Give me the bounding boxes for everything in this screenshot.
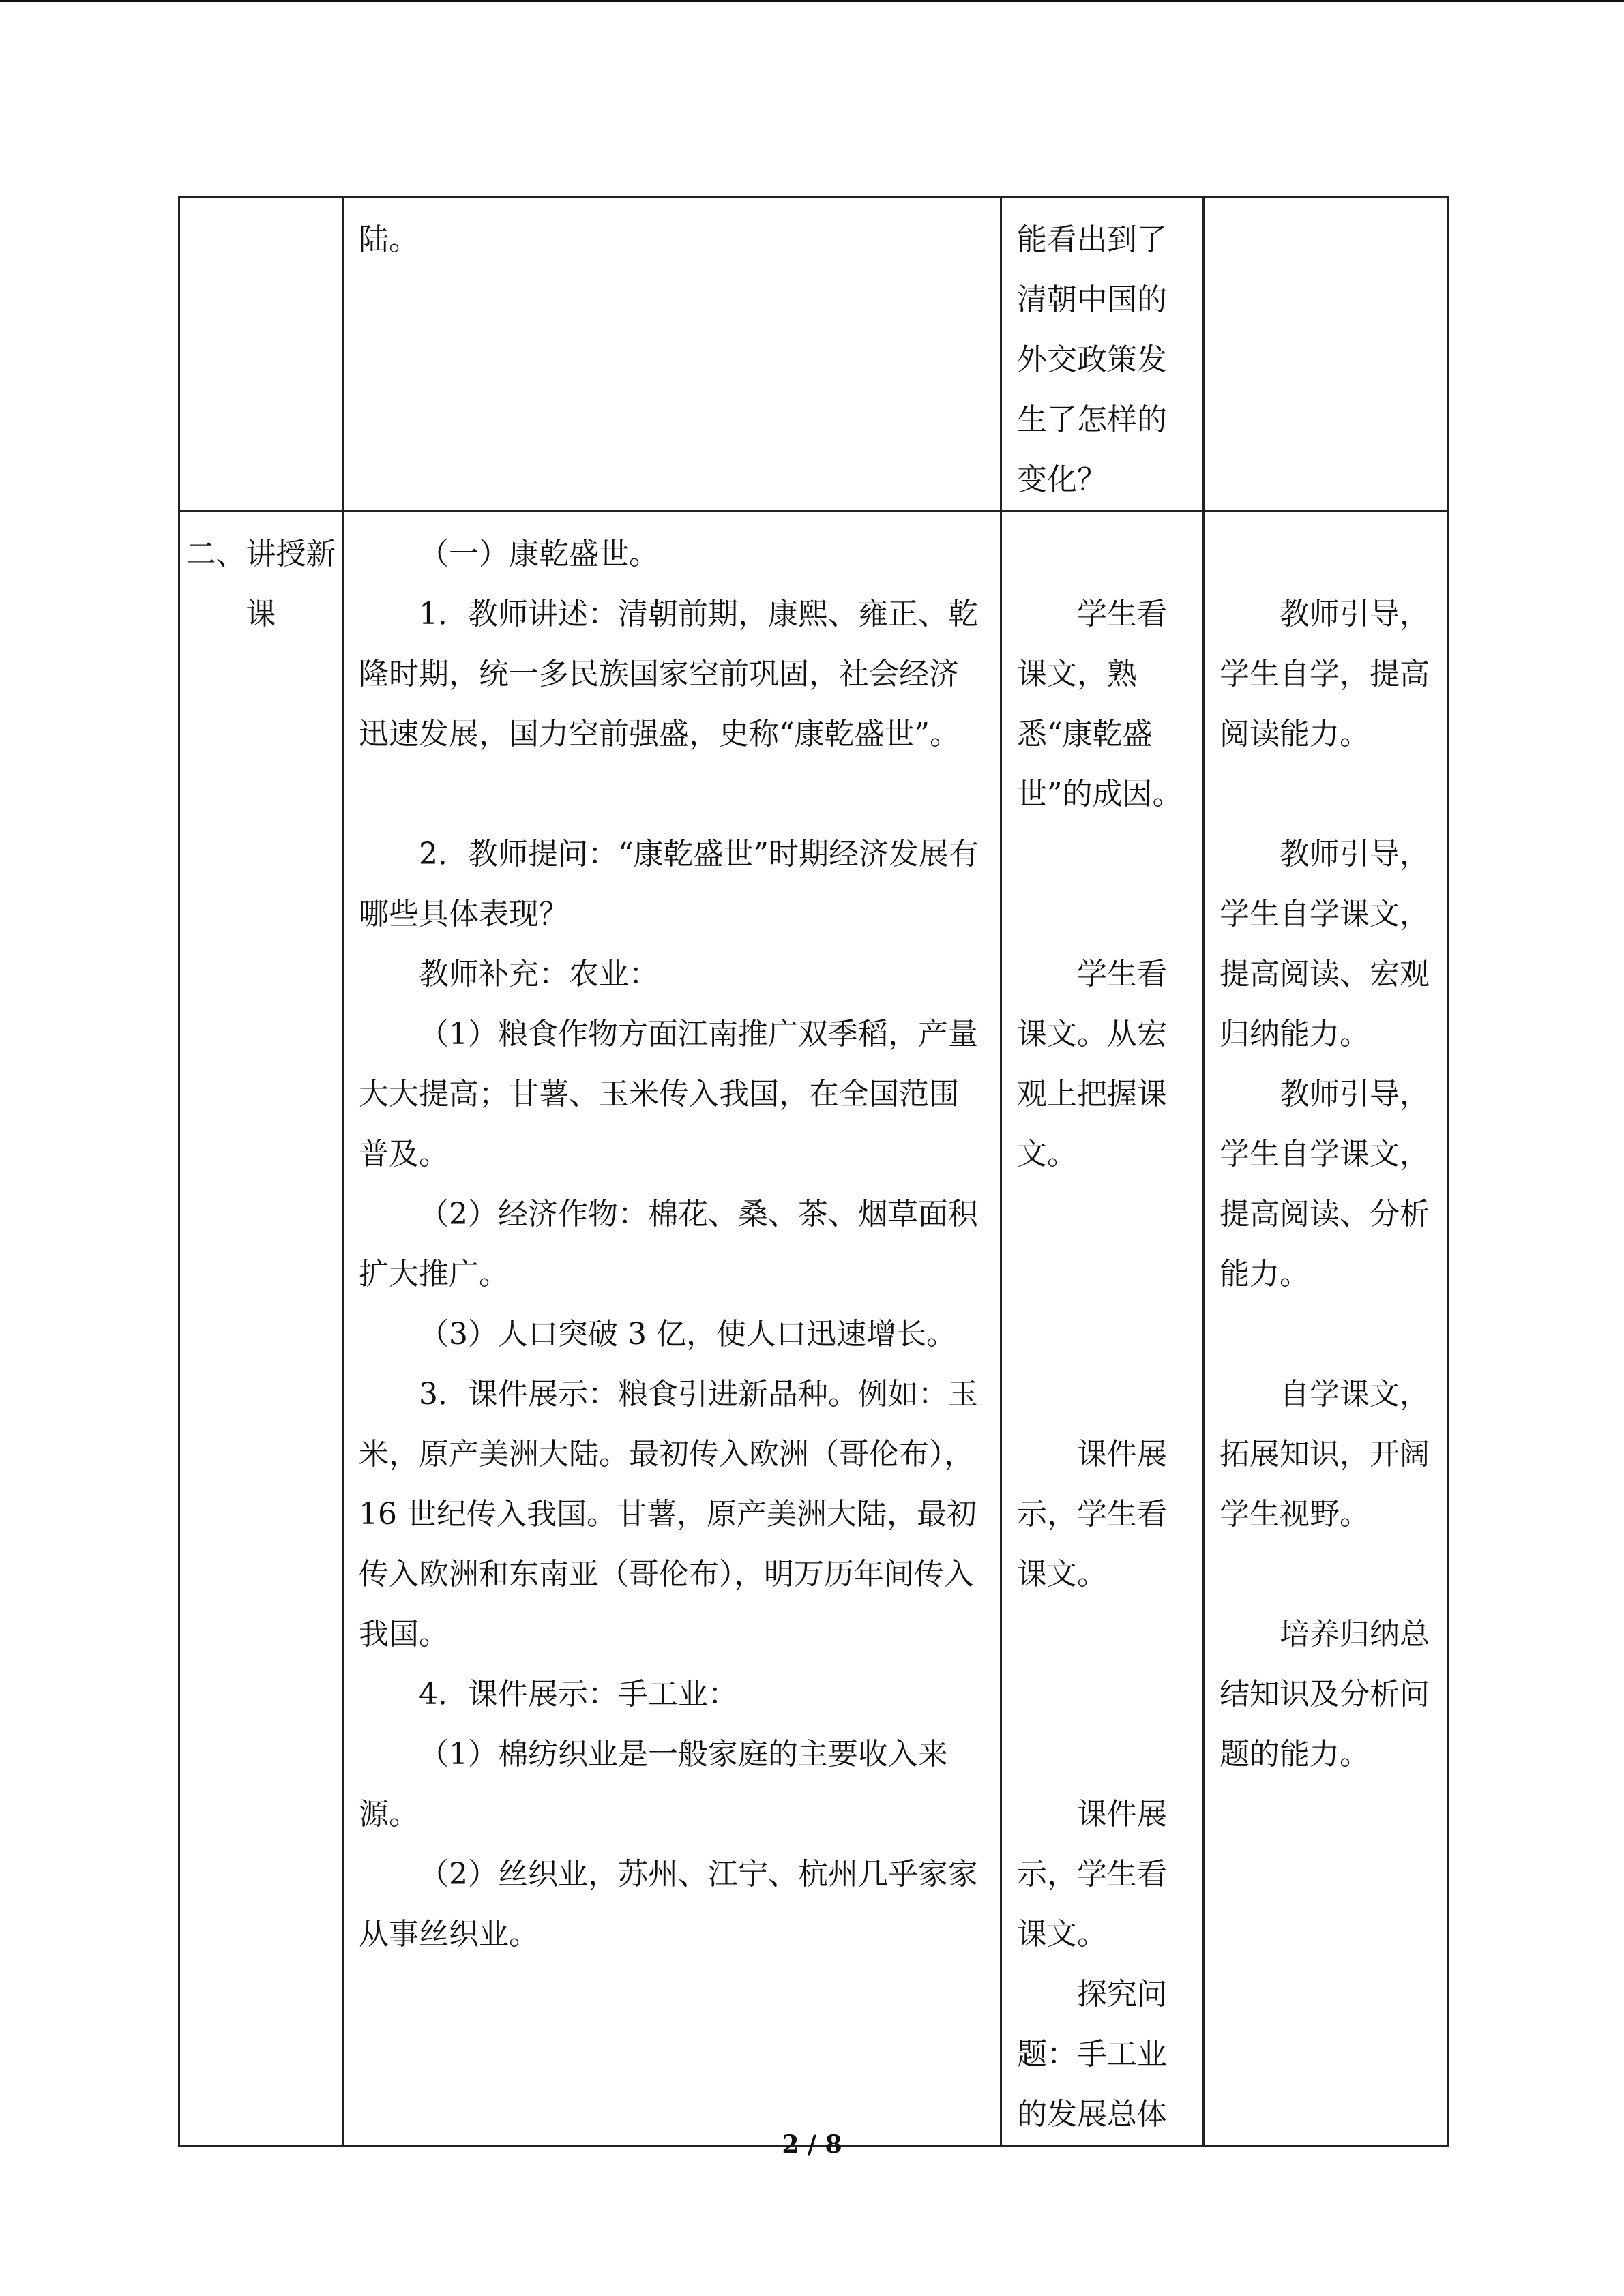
paragraph: （1）棉纺织业是一般家庭的主要收入来源。: [359, 1737, 948, 1832]
text-line: 能看出到了: [1017, 222, 1167, 257]
teacher-activity-cell: [343, 197, 1001, 511]
table-row: [179, 197, 1448, 511]
text-line: 外交政策发: [1017, 342, 1167, 377]
paragraph: 学生看课文。从宏观上把握课文。: [1017, 957, 1167, 1172]
paragraph: 1．教师讲述：清朝前期，康熙、雍正、乾隆时期，统一多民族国家空前巩固，社会经济迅速发展，国力空前强盛，史称“康乾盛世”。: [359, 597, 978, 751]
paragraph: （一）康乾盛世。: [419, 537, 659, 571]
paragraph: （3）人口突破 3 亿，使人口迅速增长。: [419, 1317, 956, 1352]
text-line: 变化？: [1017, 462, 1107, 497]
text-line: 生了怎样的: [1017, 402, 1167, 437]
paragraph: 陆。: [359, 222, 419, 257]
paragraph: 探究问题：手工业的发展总体: [1017, 1977, 1167, 2132]
teacher-activity-cell: [343, 511, 1001, 2146]
page-number: 2 / 8: [782, 2130, 842, 2159]
design-intent-cell: [1204, 511, 1448, 2146]
lesson-plan-table: [178, 196, 1449, 2147]
paragraph: 学生看课文，熟悉“康乾盛世”的成因。: [1017, 597, 1183, 811]
step-cell: [179, 197, 343, 511]
paragraph: （2）丝织业，苏州、江宁、杭州几乎家家从事丝织业。: [359, 1857, 978, 1952]
student-activity-cell: [1001, 197, 1204, 511]
text-line: 清朝中国的: [1017, 282, 1167, 317]
paragraph: 课件展示，学生看课文。: [1017, 1797, 1167, 1952]
design-intent-cell: [1204, 197, 1448, 511]
paragraph: 2．教师提问：“康乾盛世”时期经济发展有哪些具体表现？: [359, 837, 979, 931]
paragraph: 3．课件展示：粮食引进新品种。例如：玉米，原产美洲大陆。最初传入欧洲（哥伦布），16 世纪传入我国。甘薯，原产美洲大陆，最初传入欧洲和东南亚（哥伦布），明万历年间传入我国。: [359, 1377, 978, 1652]
paragraph: 培养归纳总结知识及分析问题的能力。: [1220, 1617, 1430, 1772]
paragraph: （1）粮食作物方面江南推广双季稻，产量大大提高；甘薯、玉米传入我国，在全国范围普及。: [359, 1017, 978, 1172]
paragraph: 课件展示，学生看课文。: [1017, 1437, 1167, 1592]
student-activity-cell: [1001, 511, 1204, 2146]
paragraph: 教师引导，学生自学课文，提高阅读、分析能力。: [1220, 1077, 1430, 1292]
paragraph: 教师引导，学生自学课文，提高阅读、宏观归纳能力。: [1220, 837, 1430, 1052]
paragraph: 自学课文，拓展知识，开阔学生视野。: [1220, 1377, 1430, 1532]
paragraph: 教师引导，学生自学，提高阅读能力。: [1220, 597, 1430, 751]
table-row: [179, 511, 1448, 2146]
top-rule: [0, 0, 1624, 2]
paragraph: （2）经济作物：棉花、桑、茶、烟草面积扩大推广。: [359, 1197, 978, 1292]
step-cell: [179, 511, 343, 2146]
paragraph: 教师补充：农业：: [419, 957, 659, 992]
step-label: 二、讲授新课: [186, 537, 336, 631]
paragraph: 4．课件展示：手工业：: [419, 1677, 738, 1712]
